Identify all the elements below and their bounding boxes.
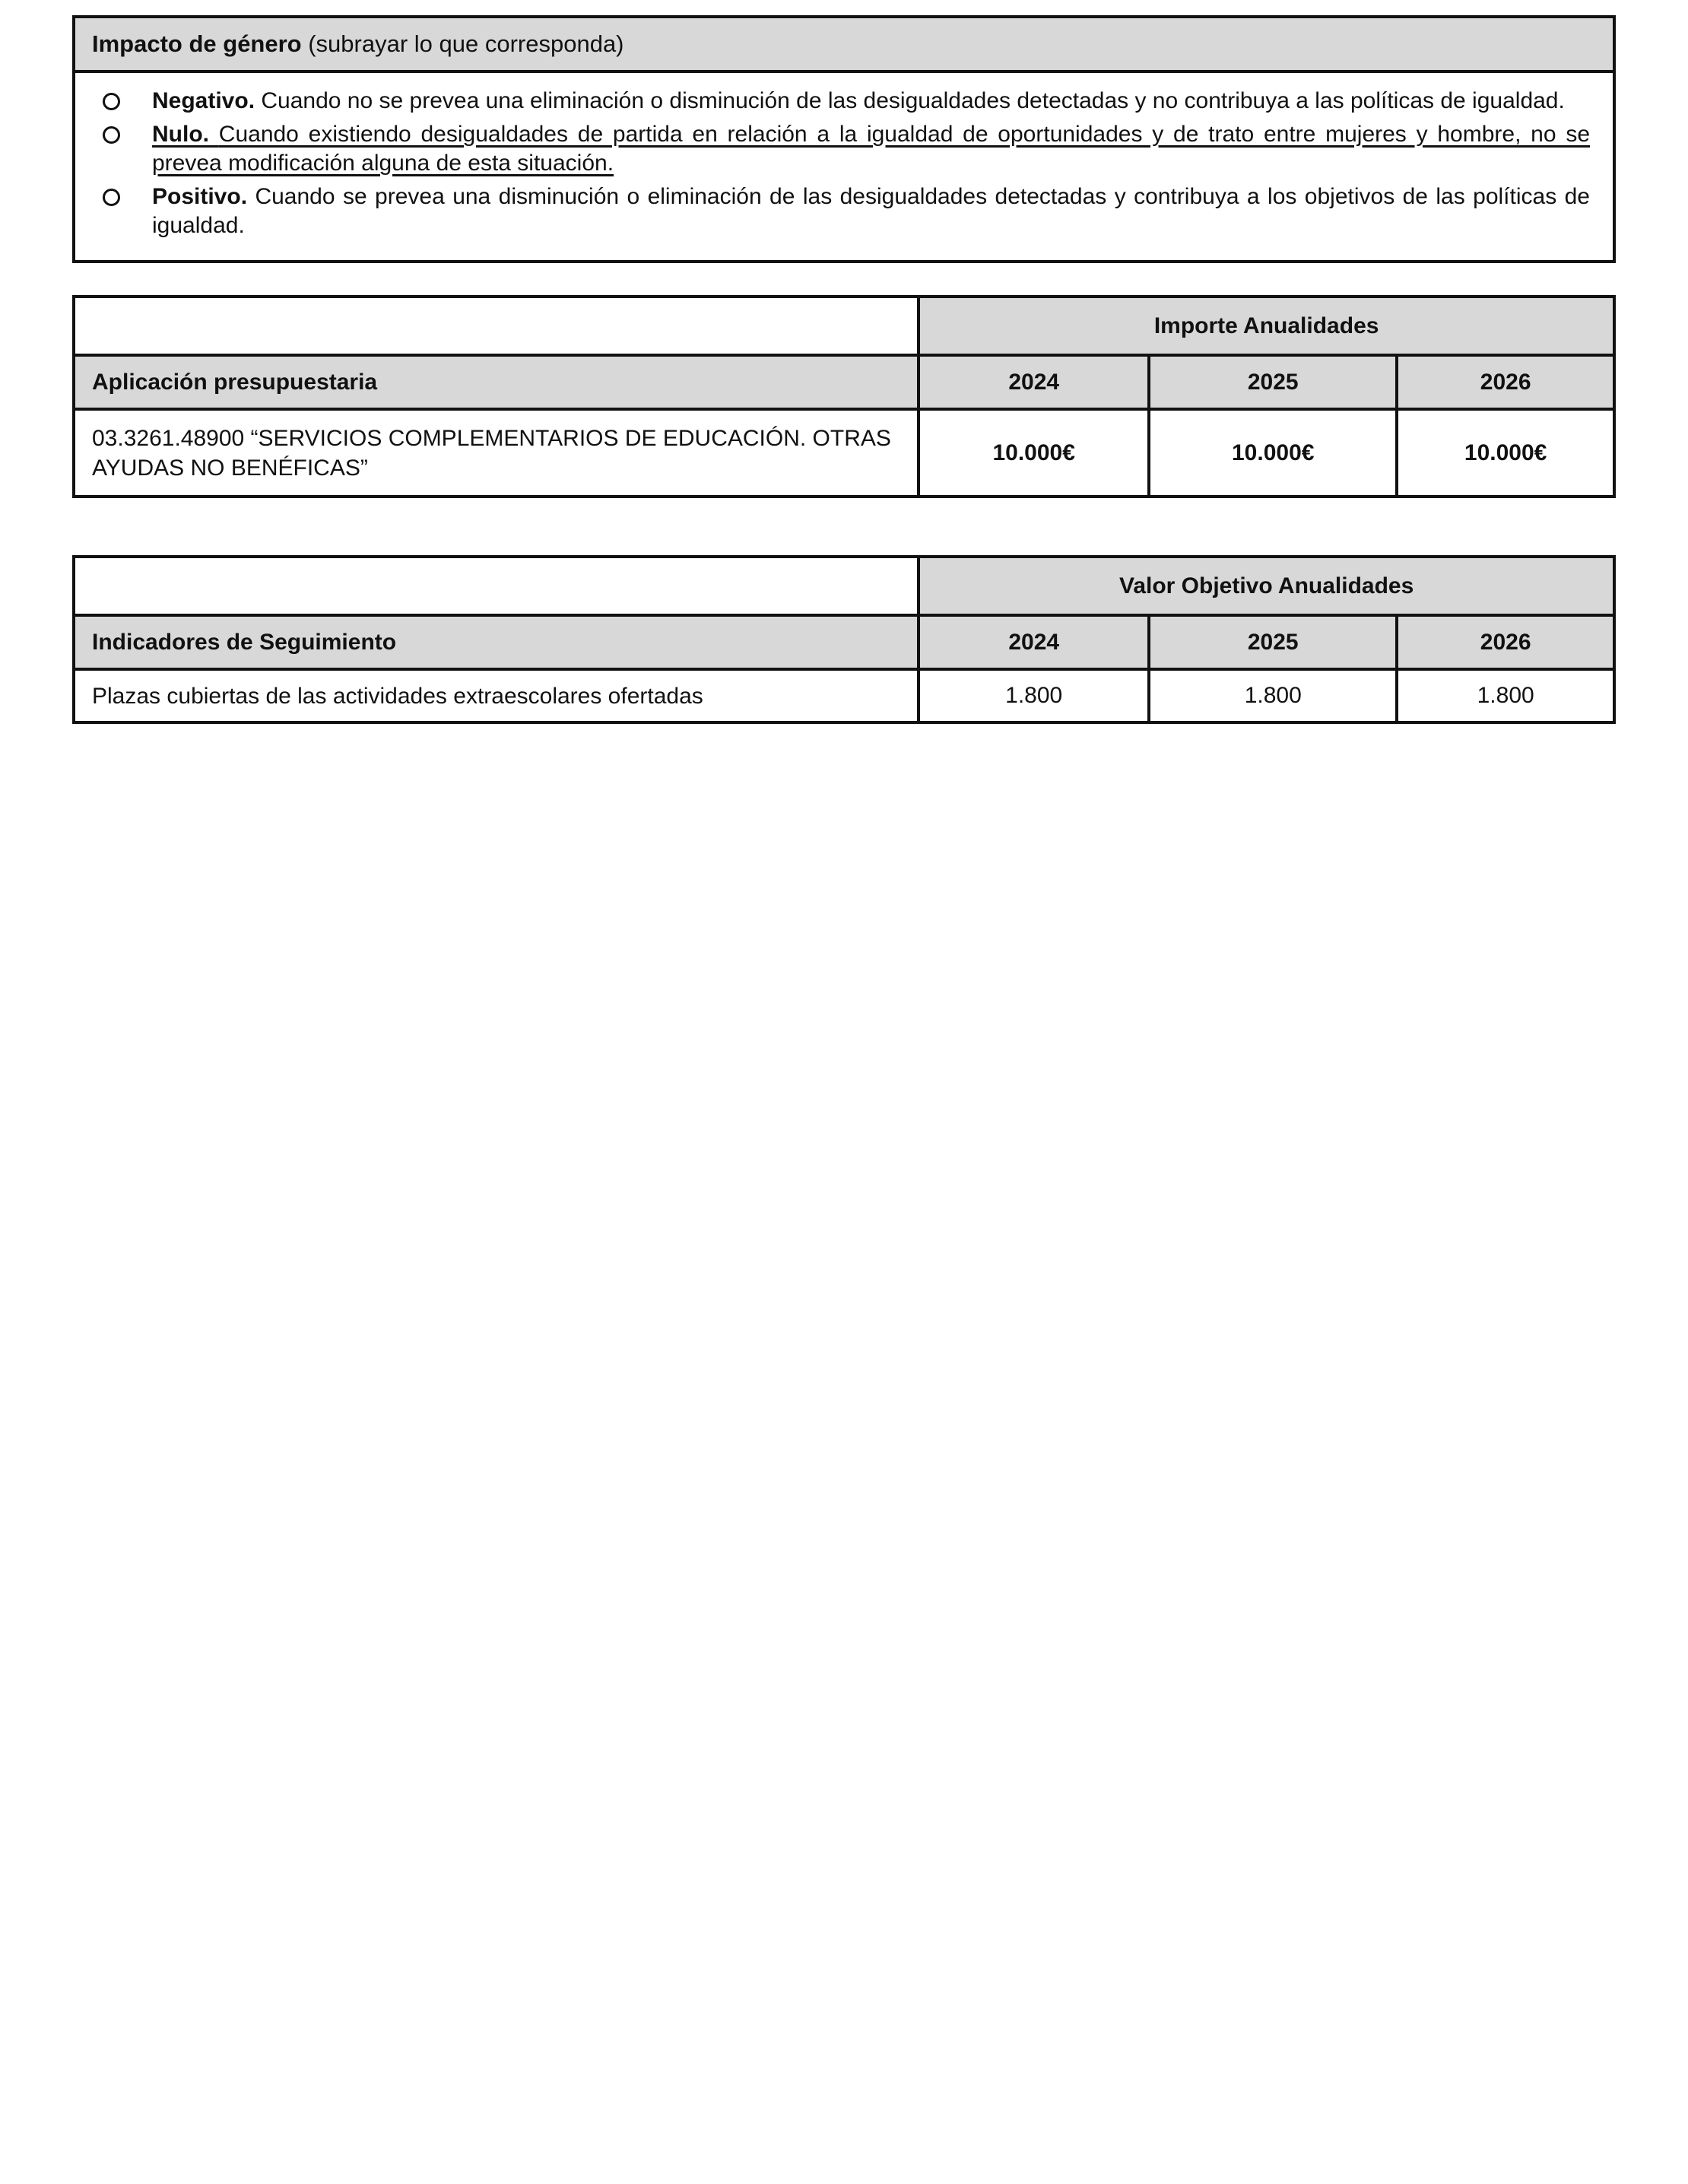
indicator-label: Plazas cubiertas de las actividades extraescolares ofertadas (74, 669, 919, 722)
budget-application-label: 03.3261.48900 “SERVICIOS COMPLEMENTARIOS DE EDUCACIÓN. OTRAS AYUDAS NO BENÉFICAS” (74, 409, 919, 497)
indicators-row-header: Indicadores de Seguimiento (74, 615, 919, 669)
budget-table (72, 295, 1616, 498)
impact-option-nulo-text (152, 120, 1590, 178)
budget-row-header: Aplicación presupuestaria (74, 355, 919, 409)
indicators-data-row (74, 669, 1614, 722)
indicators-group-row (74, 557, 1614, 615)
option-description: Cuando no se prevea una eliminación o disminución de las desigualdades detectadas y no contribuya a las políticas de igualdad. (261, 88, 1565, 113)
radio-circle-icon[interactable] (103, 93, 120, 110)
indicator-value-2026: 1.800 (1397, 669, 1614, 722)
budget-group-row (74, 297, 1614, 355)
indicator-value-2025: 1.800 (1149, 669, 1397, 722)
budget-group-header: Importe Anualidades (919, 297, 1614, 355)
year-header-2024: 2024 (919, 615, 1149, 669)
impact-option-positivo-text (152, 183, 1590, 240)
indicator-value-2024: 1.800 (919, 669, 1149, 722)
budget-data-row (74, 409, 1614, 497)
gender-impact-section (72, 15, 1616, 263)
gender-impact-title-note: (subrayar lo que corresponda) (308, 30, 624, 57)
gender-impact-options (75, 73, 1613, 260)
option-label: Negativo. (152, 88, 255, 113)
option-label: Nulo. (152, 122, 209, 147)
indicators-header-row (74, 615, 1614, 669)
indicators-group-header: Valor Objetivo Anualidades (919, 557, 1614, 615)
budget-value-2026: 10.000€ (1397, 409, 1614, 497)
impact-option-positivo (103, 183, 1590, 240)
radio-circle-icon[interactable] (103, 126, 120, 144)
empty-spacer-cell (74, 297, 919, 355)
year-header-2025: 2025 (1149, 355, 1397, 409)
year-header-2024: 2024 (919, 355, 1149, 409)
budget-value-2025: 10.000€ (1149, 409, 1397, 497)
radio-circle-icon[interactable] (103, 189, 120, 206)
budget-header-row (74, 355, 1614, 409)
year-header-2025: 2025 (1149, 615, 1397, 669)
impact-option-negativo (103, 87, 1590, 116)
gender-impact-header (75, 18, 1613, 73)
year-header-2026: 2026 (1397, 615, 1614, 669)
empty-spacer-cell (74, 557, 919, 615)
gender-impact-title: Impacto de género (92, 30, 302, 57)
option-description: Cuando se prevea una disminución o eliminación de las desigualdades detectadas y contribuya a los objetivos de las políticas de igualdad. (152, 184, 1590, 238)
budget-value-2024: 10.000€ (919, 409, 1149, 497)
indicators-table (72, 555, 1616, 724)
impact-option-negativo-text (152, 87, 1590, 116)
option-description: Cuando existiendo desigualdades de partida en relación a la igualdad de oportunidades y de trato entre mujeres y hombre, no se prevea modificación alguna de esta situación. (152, 122, 1590, 176)
option-label: Positivo. (152, 184, 248, 209)
impact-option-nulo (103, 120, 1590, 178)
page-content (0, 0, 1688, 724)
year-header-2026: 2026 (1397, 355, 1614, 409)
